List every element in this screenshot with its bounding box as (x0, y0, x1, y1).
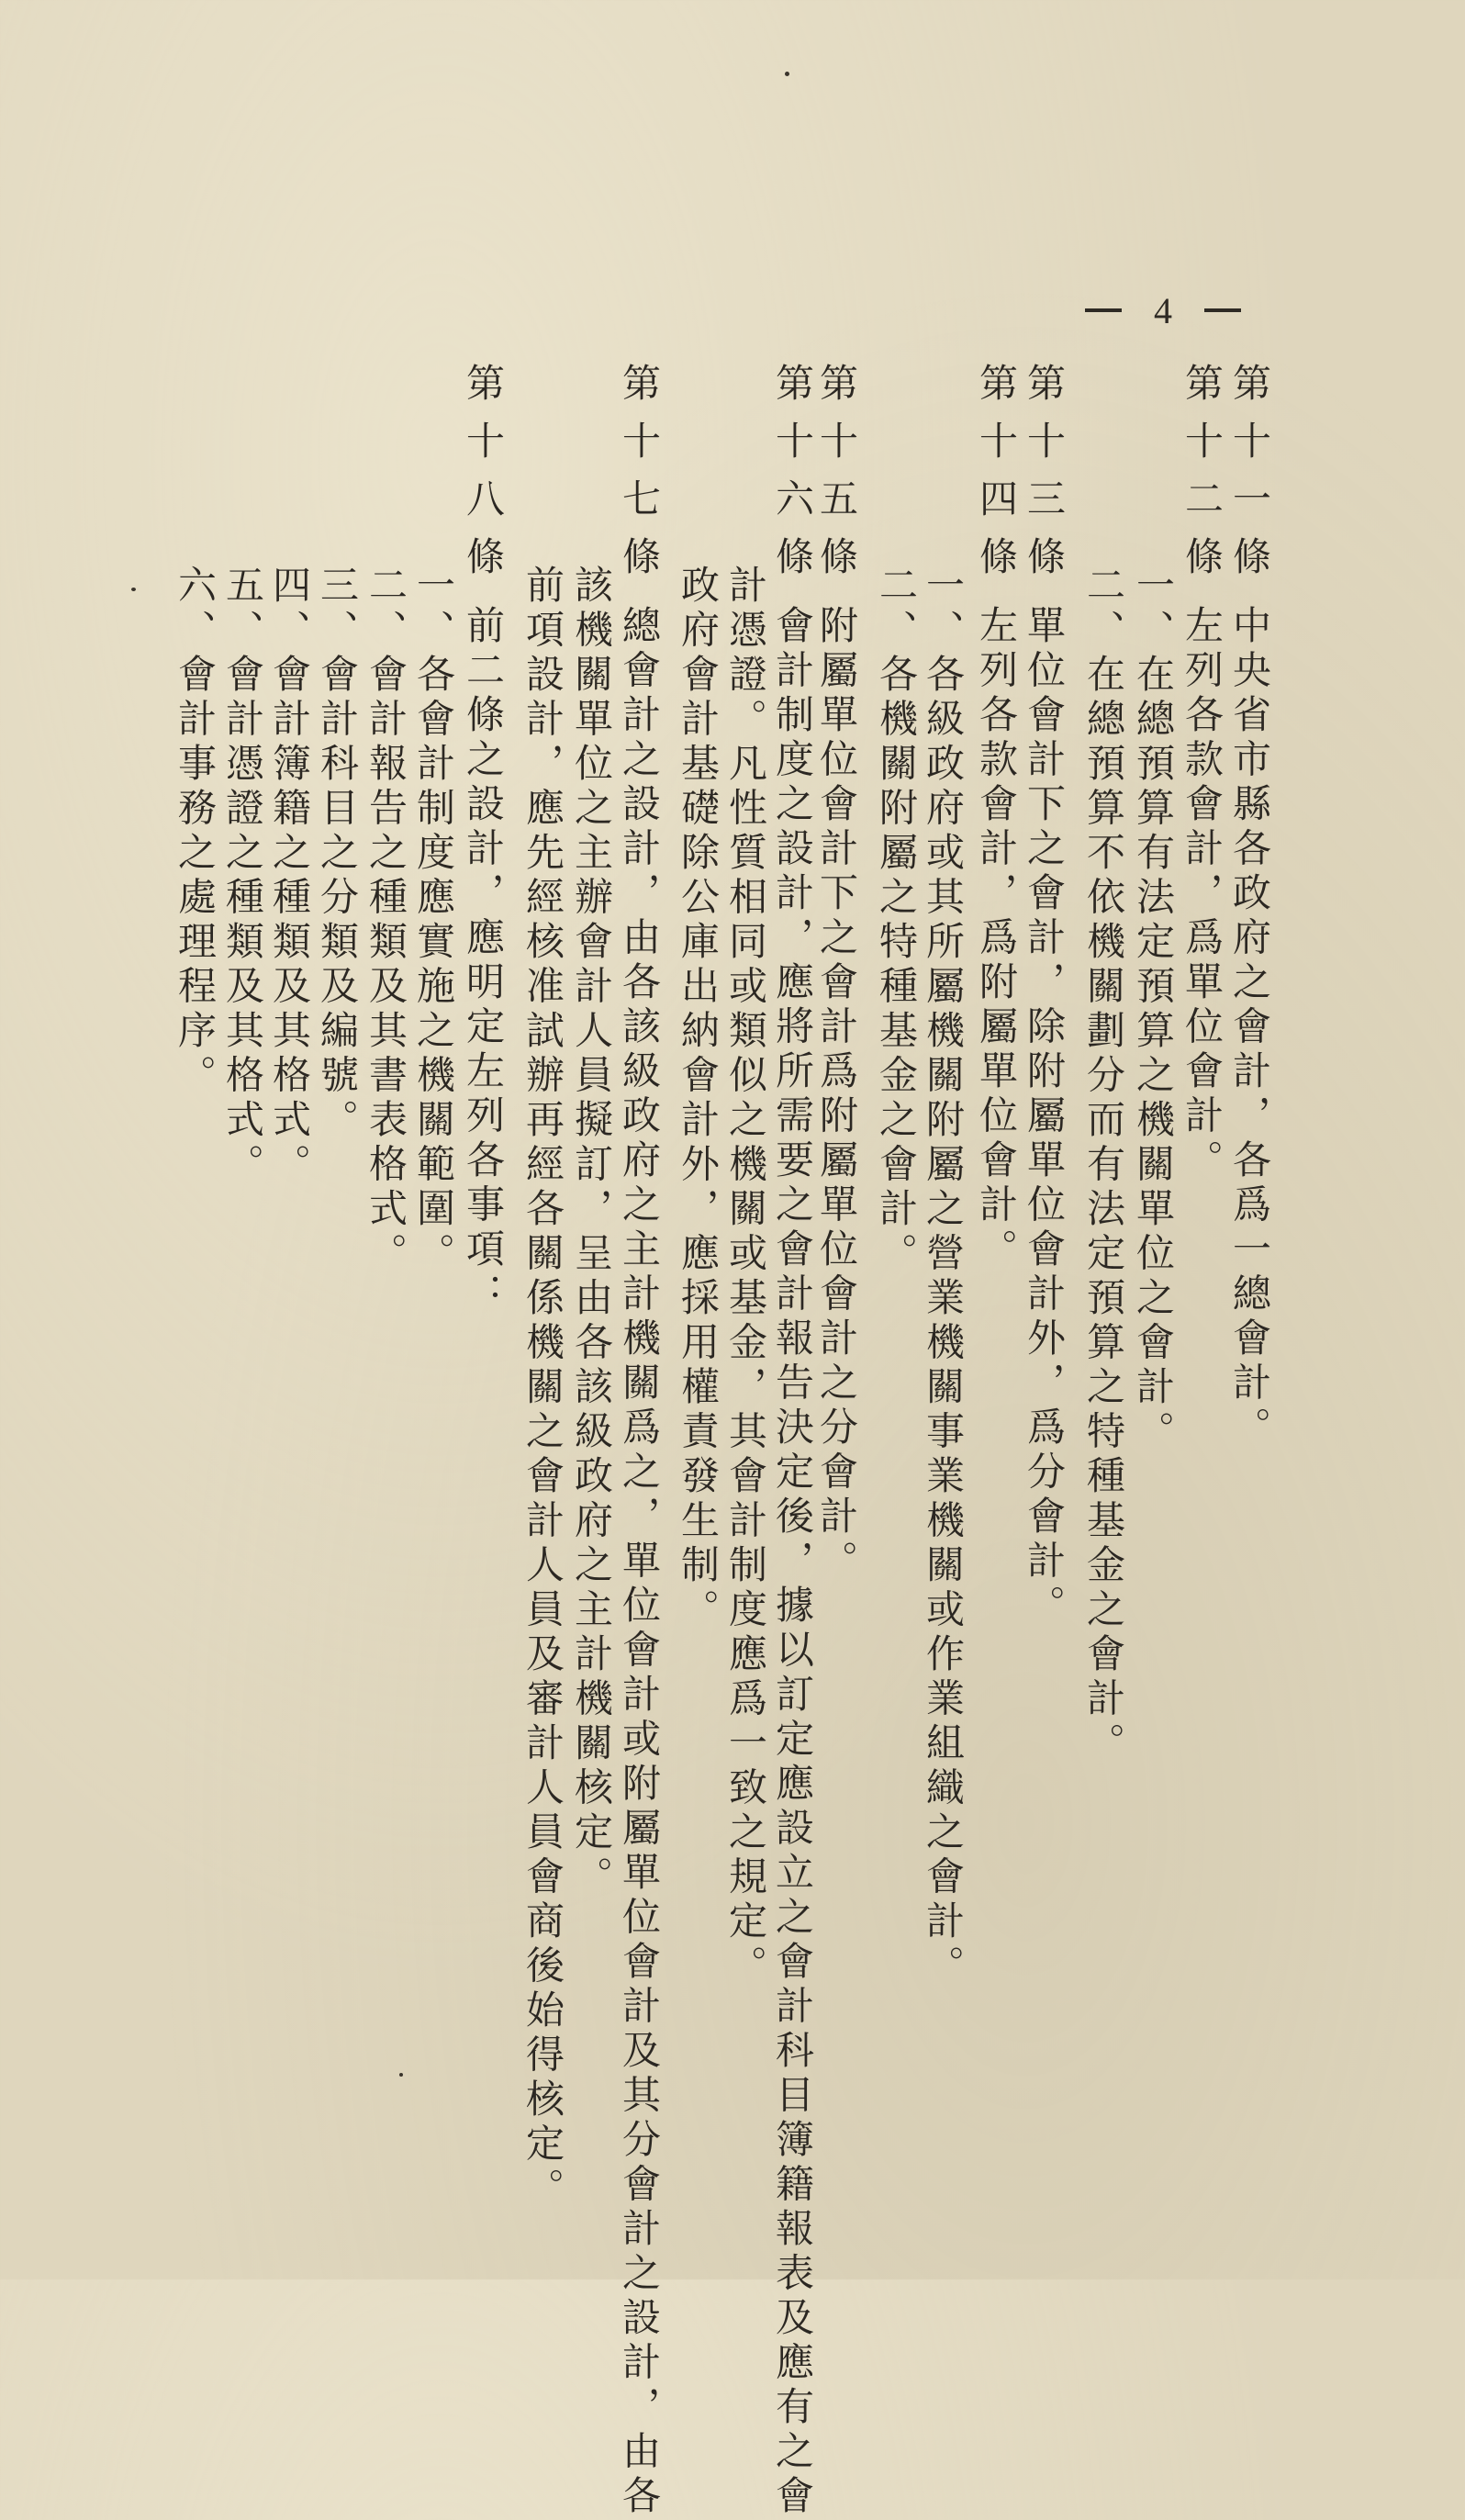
list-item: 一、在總預算有法定預算之機關單位之會計。 (1131, 565, 1176, 1455)
article-text: 單位會計下之會計，除附屬單位會計外，爲分會計。 (1022, 605, 1067, 1630)
article-14-item-1 (920, 565, 966, 1989)
article-text: 該機關單位之主辦會計人員擬訂，呈由各該級政府之主計機關核定。 (569, 565, 614, 1900)
article-label: 第十二條 (1180, 363, 1225, 594)
article-16 (769, 363, 815, 2520)
paper-speck (399, 2073, 403, 2077)
article-text: 前二條之設計，應明定左列各事項： (461, 605, 506, 1317)
list-item: 四、會計簿籍之種類及其格式。 (267, 565, 312, 1188)
article-label: 第十五條 (814, 363, 859, 594)
article-text: 會計制度之設計，應將所需要之會計報告決定後，據以訂定應設立之會計科目簿籍報表及應有之會 (770, 605, 815, 2520)
article-17 (616, 363, 662, 2520)
list-item: 六、會計事務之處理程序。 (173, 565, 218, 1099)
list-item: 一、各級政府或其所屬機關附屬之營業機關事業機關或作業組織之會計。 (921, 565, 966, 1989)
page-number-left-dash (1085, 308, 1122, 312)
article-label: 第十四條 (974, 363, 1019, 594)
article-18-item-4 (266, 565, 312, 1188)
article-text: 左列各款會計，爲單位會計。 (1180, 605, 1225, 1184)
article-label: 第十一條 (1227, 363, 1272, 594)
article-18-item-2 (363, 565, 408, 1277)
list-item: 二、各機關附屬之特種基金之會計。 (874, 565, 919, 1277)
article-label: 第十八條 (461, 363, 506, 594)
article-17-paragraph-2 (520, 565, 565, 2212)
article-text: 附屬單位會計下之會計爲附屬單位會計之分會計。 (814, 605, 859, 1585)
article-text: 左列各款會計，爲附屬單位會計。 (974, 605, 1019, 1273)
page-number-value: 4 (1154, 289, 1172, 331)
article-18 (460, 363, 506, 1317)
list-item: 一、各會計制度應實施之機關範圍。 (411, 565, 456, 1277)
article-text: 計憑證。凡性質相同或類似之機關或基金，其會計制度應爲一致之規定。 (723, 565, 768, 1989)
page-number-right-dash (1204, 308, 1241, 312)
article-text: 總會計之設計，由各該級政府之主計機關爲之，單位會計或附屬單位會計及其分會計之設計，由各 (617, 605, 662, 2520)
article-16-continuation-1 (722, 565, 768, 1989)
article-label: 第十三條 (1022, 363, 1067, 594)
article-12 (1179, 363, 1225, 1184)
article-17-continuation-1 (568, 565, 614, 1900)
page-number (1085, 289, 1241, 331)
article-text: 政府會計基礎除公庫出納會計外，應採用權責發生制。 (676, 565, 721, 1633)
article-label: 第十七條 (617, 363, 662, 594)
paper-speck (131, 588, 136, 591)
article-14-item-2 (873, 565, 919, 1277)
article-12-item-1 (1130, 565, 1176, 1455)
article-label: 第十六條 (770, 363, 815, 594)
article-16-paragraph-2 (675, 565, 721, 1633)
article-12-item-2 (1080, 565, 1126, 1767)
article-14 (973, 363, 1019, 1273)
list-item: 二、會計報告之種類及其書表格式。 (363, 565, 408, 1277)
paper-speck (785, 72, 789, 76)
article-18-item-6 (172, 565, 218, 1099)
article-15 (813, 363, 859, 1585)
article-18-item-3 (314, 565, 360, 1144)
list-item: 二、在總預算不依機關劃分而有法定預算之特種基金之會計。 (1081, 565, 1126, 1767)
article-13 (1021, 363, 1067, 1630)
list-item: 三、會計科目之分類及編號。 (315, 565, 360, 1144)
article-18-item-1 (410, 565, 456, 1277)
article-text: 前項設計，應先經核准試辦再經各關係機關之會計人員及審計人員會商後始得核定。 (520, 565, 565, 2212)
article-18-item-5 (219, 565, 265, 1188)
list-item: 五、會計憑證之種類及其格式。 (220, 565, 265, 1188)
article-text: 中央省市縣各政府之會計，各爲一總會計。 (1227, 605, 1272, 1451)
article-11 (1226, 363, 1272, 1451)
